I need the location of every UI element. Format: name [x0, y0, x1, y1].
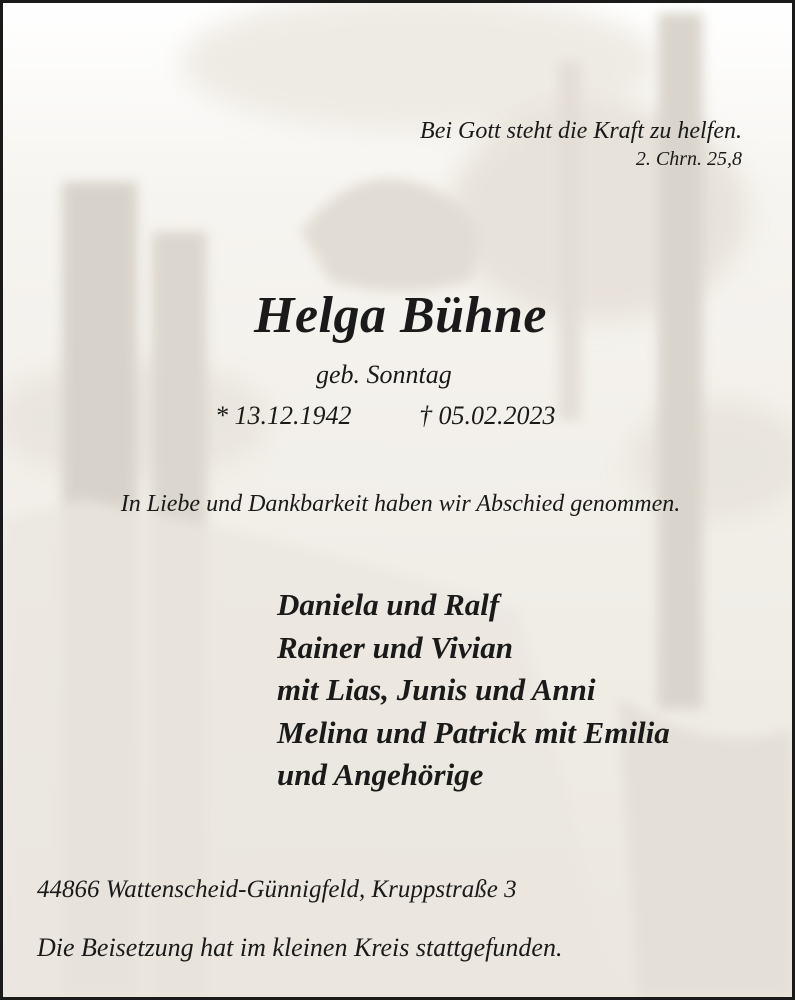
bible-verse: Bei Gott steht die Kraft zu helfen.: [420, 118, 742, 144]
mourner-line: und Angehörige: [277, 757, 484, 792]
mourner-line: Melina und Patrick mit Emilia: [277, 714, 670, 750]
farewell-message: In Liebe und Dankbarkeit haben wir Abschied genommen.: [120, 491, 681, 517]
mourner-line: Rainer und Vivian: [277, 629, 514, 665]
deceased-name: Helga Bühne: [254, 287, 547, 344]
bible-verse-reference: 2. Chrn. 25,8: [635, 148, 742, 170]
mourner-line: mit Lias, Junis und Anni: [277, 672, 596, 707]
family-address: 44866 Wattenscheid-Günnigfeld, Kruppstraße 3: [37, 876, 517, 903]
mourner-line: Daniela und Ralf: [277, 587, 500, 622]
mourners-list: [277, 584, 670, 797]
maiden-name: geb. Sonntag: [316, 360, 452, 389]
death-date: † 05.02.2023: [419, 401, 556, 430]
funeral-note: Die Beisetzung hat im kleinen Kreis stattgefunden.: [37, 933, 563, 962]
birth-date: * 13.12.1942: [215, 401, 352, 430]
